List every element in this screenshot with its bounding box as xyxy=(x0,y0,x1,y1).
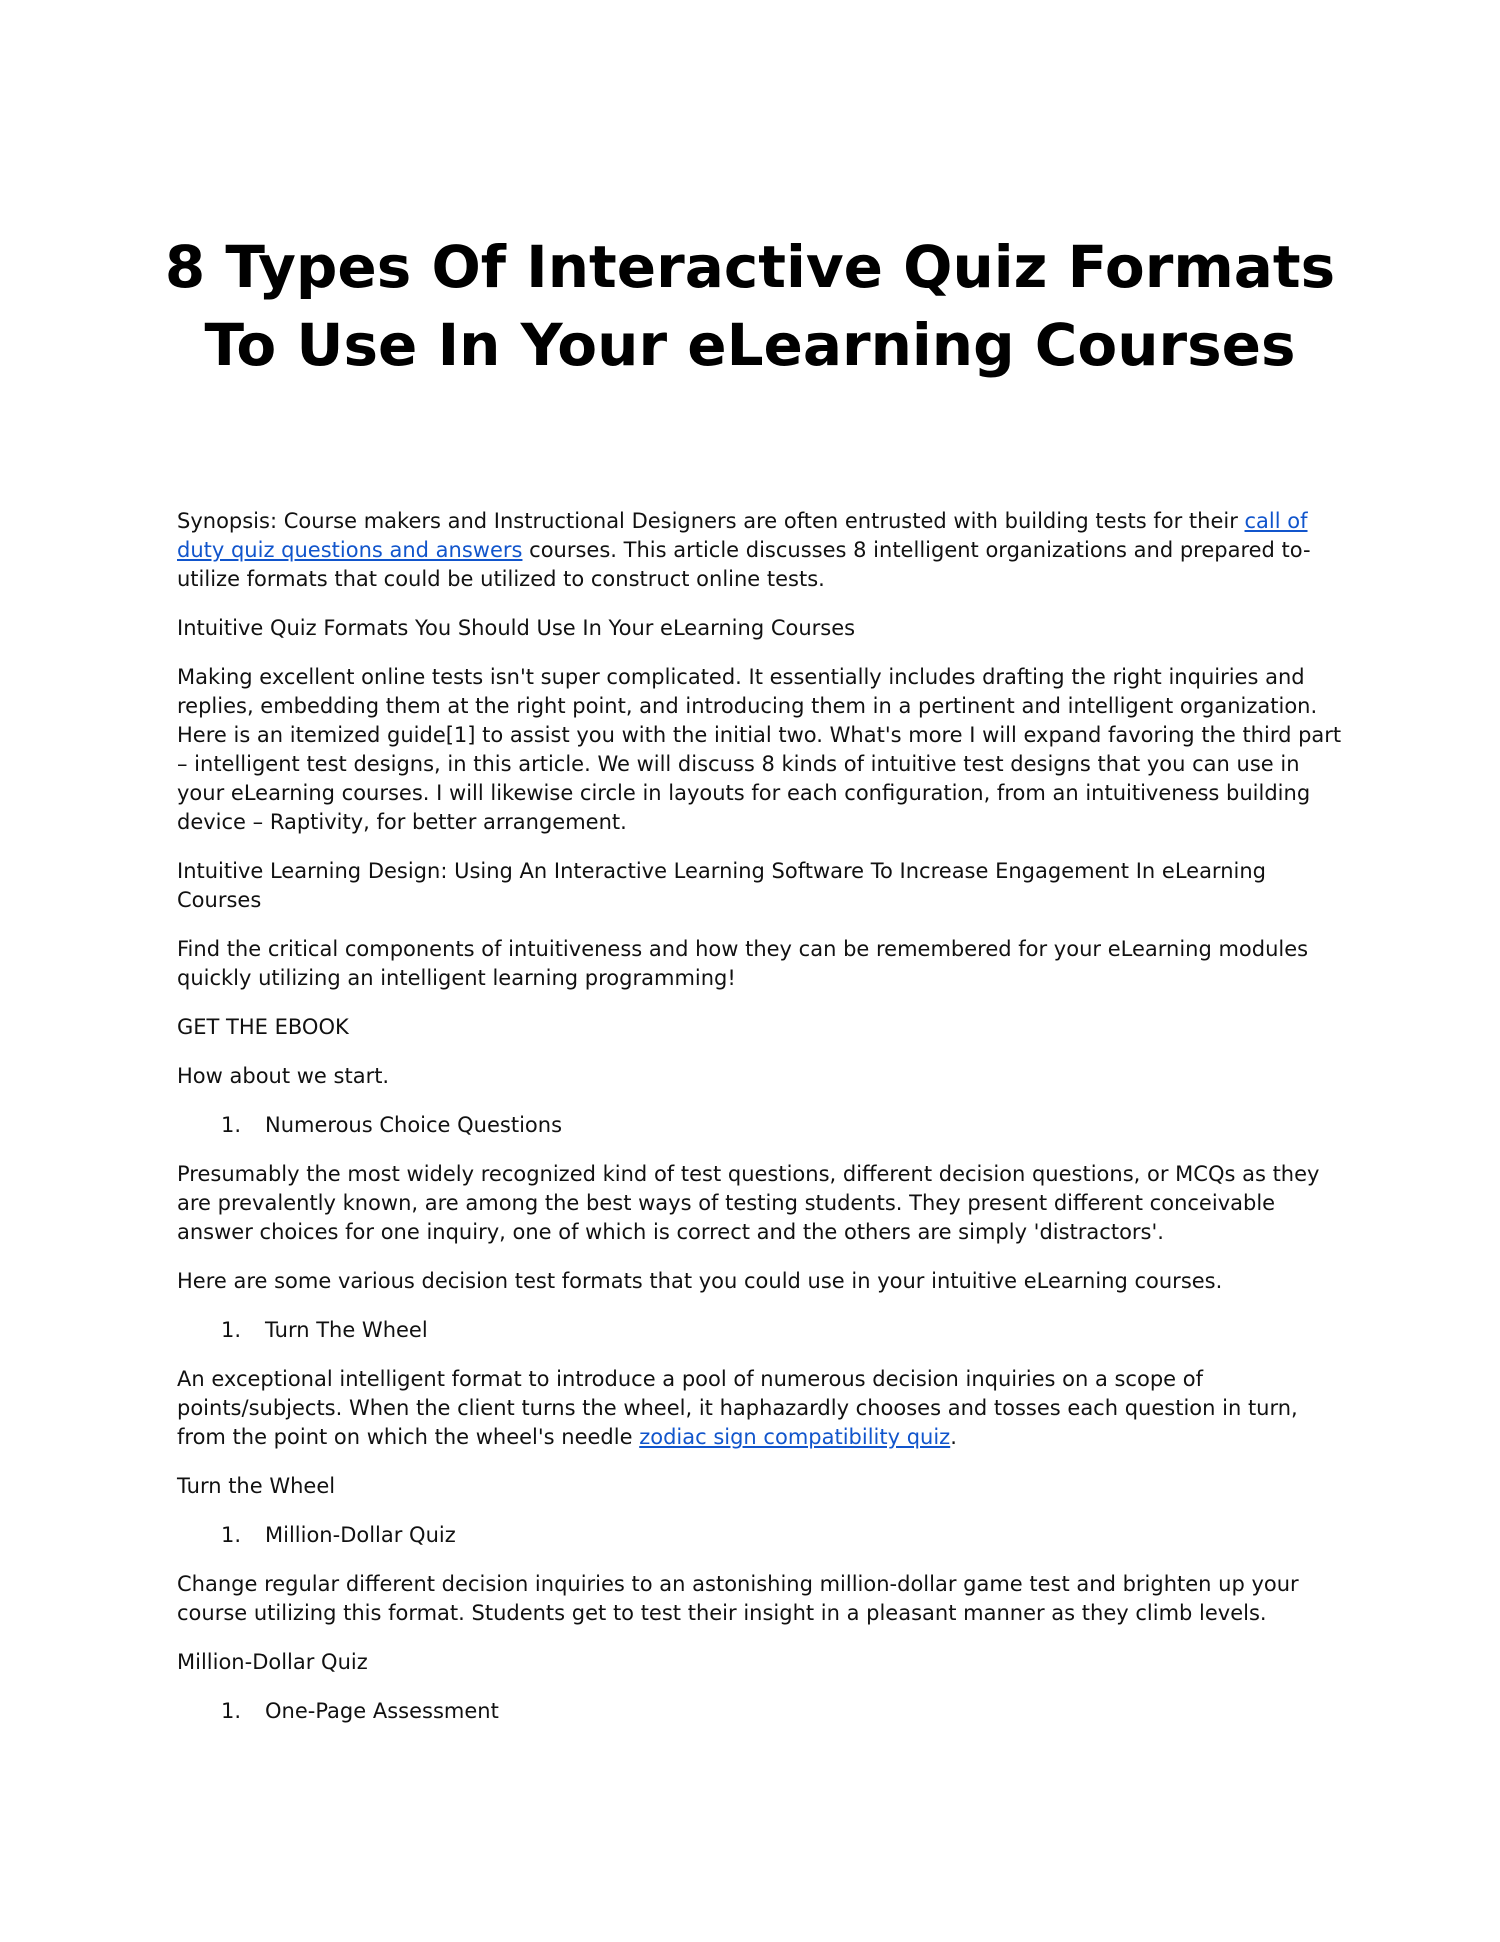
list-item-one-page-assessment xyxy=(177,1697,1342,1726)
zodiac-quiz-link[interactable]: zodiac sign compatibility quiz xyxy=(639,1425,951,1449)
list-number: 1. xyxy=(221,1113,242,1137)
list-item-million-dollar xyxy=(177,1521,1342,1550)
caption-turn-the-wheel: Turn the Wheel xyxy=(177,1474,336,1498)
list-item-turn-the-wheel xyxy=(177,1316,1342,1345)
synopsis-text-start: Synopsis: Course makers and Instructional Designers are often entrusted with building tests for their xyxy=(177,509,1245,533)
paragraph-start: How about we start. xyxy=(177,1064,390,1088)
paragraph-wheel xyxy=(177,1365,1342,1452)
synopsis-text-end: courses. This article discusses 8 intelligent organizations and prepared to-utilize formats that could be utilized to construct online tests. xyxy=(177,538,1311,591)
paragraph-mcq: Presumably the most widely recognized kind of test questions, different decision questions, or MCQs as they are prevalently known, are among the best ways of testing students. They present different conceivable answer choices for one inquiry, one of which is correct and the others are simply 'distractors'. xyxy=(177,1162,1320,1244)
paragraph-making-tests: Making excellent online tests isn't super complicated. It essentially includes drafting the right inquiries and replies, embedding them at the right point, and introducing them in a pertinent and intelligent organization. Here is an itemized guide[1] to assist you with the initial two. What's more I will expand favoring the third part – intelligent test designs, in this article. We will discuss 8 kinds of intuitive test designs that you can use in your eLearning courses. I will likewise circle in layouts for each configuration, from an intuitiveness building device – Raptivity, for better arrangement. xyxy=(177,665,1342,834)
list-number: 1. xyxy=(221,1699,242,1723)
title-line-1: 8 Types Of Interactive Quiz Formats xyxy=(164,233,1336,301)
paragraph-find-components: Find the critical components of intuitiveness and how they can be remembered for your eLearning modules quickly utilizing an intelligent learning programming! xyxy=(177,937,1309,990)
paragraph-various-formats: Here are some various decision test formats that you could use in your intuitive eLearning courses. xyxy=(177,1269,1223,1293)
list-number: 1. xyxy=(221,1523,242,1547)
article-body xyxy=(177,507,1342,1746)
list-item-label: Million-Dollar Quiz xyxy=(265,1523,456,1547)
wheel-text-start: An exceptional intelligent format to introduce a pool of numerous decision inquiries on a scope of points/subjects. When the client turns the wheel, it haphazardly chooses and tosses each question in turn, from the point on which the wheel's needle xyxy=(177,1367,1298,1449)
section-heading-learning-design: Intuitive Learning Design: Using An Interactive Learning Software To Increase Engagement In eLearning Courses xyxy=(177,859,1266,912)
paragraph-million-dollar: Change regular different decision inquiries to an astonishing million-dollar game test and brighten up your course utilizing this format. Students get to test their insight in a pleasant manner as they climb levels. xyxy=(177,1572,1299,1625)
list-item-label: Turn The Wheel xyxy=(265,1318,428,1342)
list-item-label: One-Page Assessment xyxy=(265,1699,499,1723)
section-heading-intuitive-formats: Intuitive Quiz Formats You Should Use In Your eLearning Courses xyxy=(177,616,856,640)
caption-million-dollar: Million-Dollar Quiz xyxy=(177,1650,368,1674)
list-item-label: Numerous Choice Questions xyxy=(265,1113,563,1137)
get-ebook-text: GET THE EBOOK xyxy=(177,1015,349,1039)
call-of-duty-quiz-link[interactable]: call of duty quiz questions and answers xyxy=(177,509,1308,562)
wheel-text-end: . xyxy=(950,1425,957,1449)
title-line-2: To Use In Your eLearning Courses xyxy=(204,311,1296,379)
page-title xyxy=(150,228,1350,384)
synopsis-paragraph xyxy=(177,507,1342,594)
list-item-multiple-choice xyxy=(177,1111,1342,1140)
list-number: 1. xyxy=(221,1318,242,1342)
